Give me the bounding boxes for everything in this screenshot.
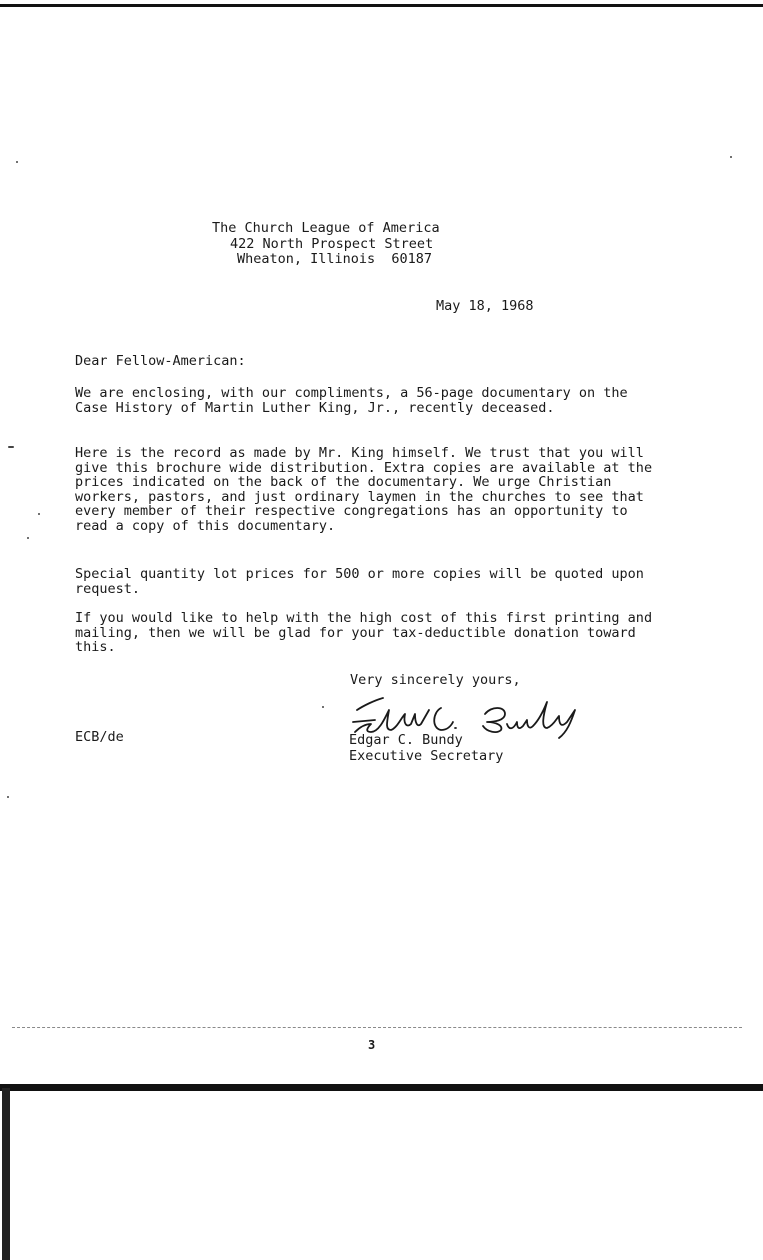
typist-initials: ECB/de: [75, 729, 124, 745]
top-border-rule: [0, 4, 763, 7]
signer-title: Executive Secretary: [349, 747, 504, 764]
letterhead: [212, 221, 440, 268]
bottom-scan-border: [0, 1084, 763, 1091]
paragraph-2: Here is the record as made by Mr. King himself. We trust that you will give this brochure wide distribution. Extra copies are available at the prices indicated on the back of the documentary. We urge Christian workers, pastors, and just ordinary laymen in the churches to see that every member of their respective congregations has an opportunity to read a copy of this documentary.: [75, 445, 653, 534]
signer-name: Edgar C. Bundy: [349, 732, 463, 748]
scan-speck: [730, 156, 732, 158]
paragraph-3: Special quantity lot prices for 500 or more copies will be quoted upon request.: [75, 566, 644, 597]
letterhead-org: The Church League of America: [212, 220, 440, 236]
closing: Very sincerely yours,: [350, 672, 521, 688]
letter-date: May 18, 1968: [436, 298, 534, 314]
scan-speck: [38, 513, 40, 515]
salutation: Dear Fellow-American:: [75, 353, 246, 369]
paragraph-1: We are enclosing, with our compliments, a 56-page documentary on the Case History of Martin Luther King, Jr., recently deceased.: [75, 385, 628, 416]
scan-speck: [322, 706, 324, 708]
letterhead-street: 422 North Prospect Street: [230, 235, 434, 252]
scan-speck: [27, 537, 29, 539]
letterhead-city: Wheaton, Illinois 60187: [237, 251, 433, 267]
scan-speck: [16, 161, 18, 163]
scan-speck: [7, 796, 9, 798]
scan-speck: [8, 446, 14, 448]
paragraph-4: If you would like to help with the high cost of this first printing and mailing, then we will be glad for your tax-deductible donation toward this.: [75, 610, 653, 656]
page-number: 3: [368, 1038, 376, 1052]
footer-dashed-rule: [12, 1027, 742, 1028]
left-scan-edge: [2, 1088, 10, 1260]
signer-block: [349, 733, 503, 764]
